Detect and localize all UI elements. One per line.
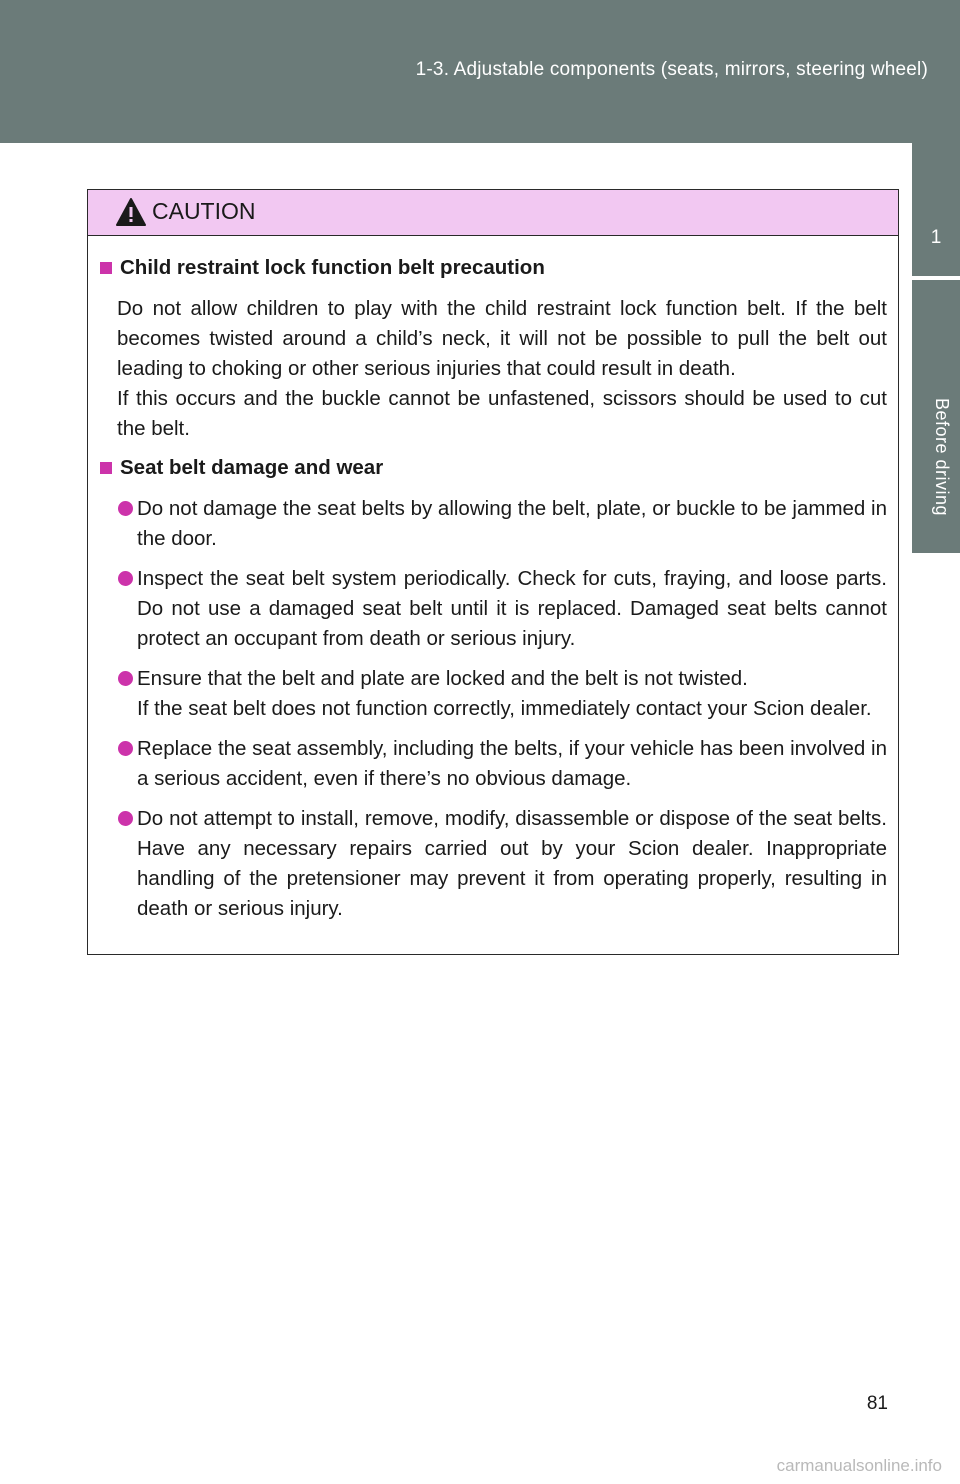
paragraph-text: If this occurs and the buckle cannot be unfastened, scissors should be used to cut the belt. — [117, 387, 887, 440]
watermark: carmanualsonline.info — [776, 1456, 942, 1475]
circle-bullet-icon — [118, 571, 133, 586]
list-item-text: Ensure that the belt and plate are locked and the belt is not twisted. — [137, 667, 748, 690]
circle-bullet-icon — [118, 501, 133, 516]
circle-bullet-icon — [118, 741, 133, 756]
caution-body — [88, 236, 898, 924]
list-item — [100, 564, 887, 654]
list-item-text: Do not damage the seat belts by allowing the belt, plate, or buckle to be jammed in the door. — [137, 497, 887, 550]
caution-box — [87, 189, 899, 955]
circle-bullet-icon — [118, 671, 133, 686]
warning-triangle-icon — [115, 197, 147, 227]
list-item-text: Replace the seat assembly, including the belts, if your vehicle has been involved in a serious accident, even if there’s no obvious damage. — [137, 737, 887, 790]
circle-bullet-icon — [118, 811, 133, 826]
chapter-label: Before driving — [932, 398, 952, 517]
list-item — [100, 664, 887, 724]
list-item-text: Inspect the seat belt system periodically. Check for cuts, fraying, and loose parts. Do not use a damaged seat belt until it is replaced. Damaged seat belts cannot protect an occupant from death or serious injury. — [137, 567, 887, 650]
chapter-tab-divider — [912, 276, 960, 280]
chapter-tab — [912, 143, 960, 553]
chapter-number: 1 — [930, 227, 942, 248]
page-number: 81 — [866, 1393, 888, 1414]
list-item — [100, 734, 887, 794]
paragraph — [100, 294, 887, 444]
paragraph-text: Do not allow children to play with the child restraint lock function belt. If the belt becomes twisted around a child’s neck, it will not be possible to pull the belt out leading to choking or other serious injuries that could result in death. — [117, 297, 887, 380]
section-heading — [100, 254, 887, 282]
list-item — [100, 494, 887, 554]
section-title: 1-3. Adjustable components (seats, mirrors, steering wheel) — [415, 59, 928, 80]
list-item-text: Do not attempt to install, remove, modify, disassemble or dispose of the seat belts. Have any necessary repairs carried out by your Scion dealer. Inappropriate handling of the pretensioner may prevent it from operating properly, resulting in death or serious injury. — [137, 807, 887, 920]
section-heading — [100, 454, 887, 482]
page-header — [0, 0, 960, 143]
square-bullet-icon — [100, 262, 112, 274]
caution-title: CAUTION — [152, 198, 256, 224]
caution-header — [88, 190, 898, 236]
list-item — [100, 804, 887, 924]
square-bullet-icon — [100, 462, 112, 474]
list-item-continuation: If the seat belt does not function correctly, immediately contact your Scion dealer. — [137, 697, 872, 720]
section-heading-text: Seat belt damage and wear — [120, 456, 384, 479]
section-heading-text: Child restraint lock function belt precaution — [120, 256, 545, 279]
